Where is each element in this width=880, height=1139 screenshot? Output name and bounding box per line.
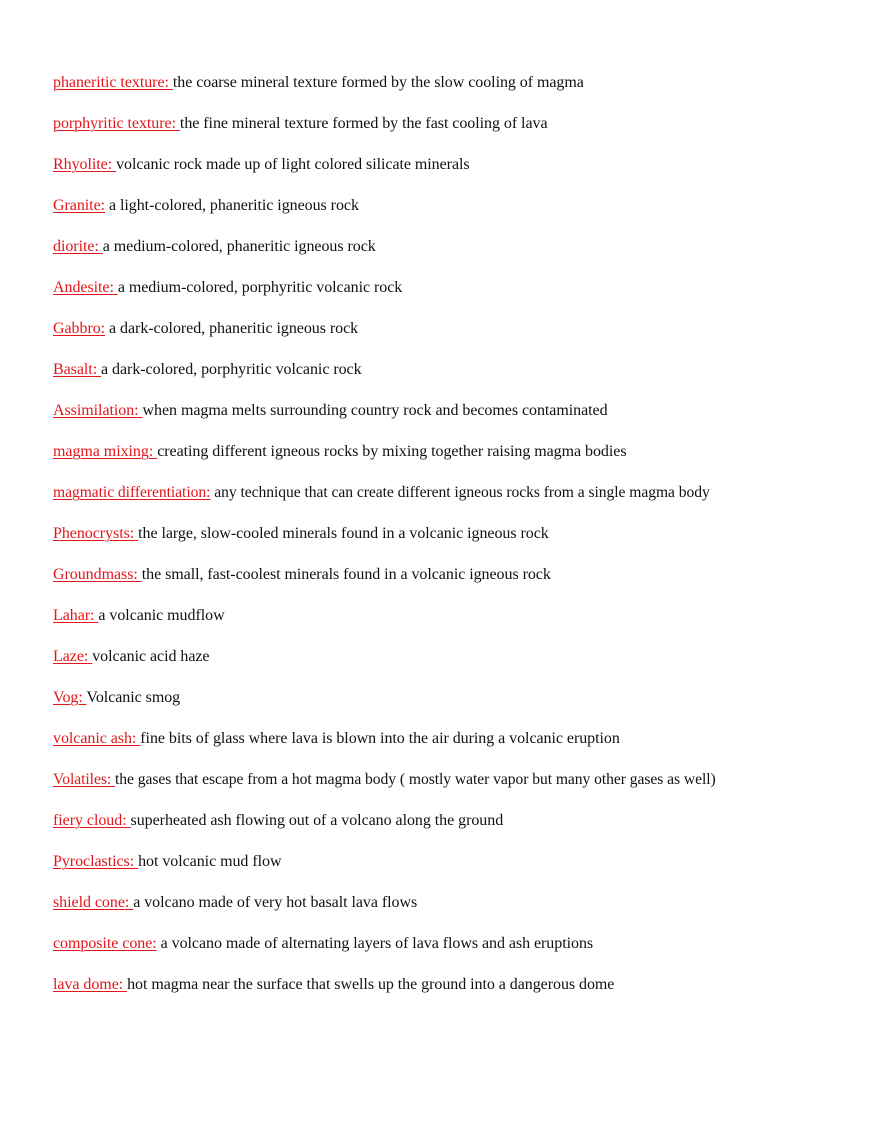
glossary-term: lava dome: bbox=[53, 976, 128, 993]
glossary-term: Groundmass: bbox=[53, 566, 142, 583]
glossary-entry-assimilation bbox=[53, 400, 853, 441]
glossary-term: volcanic ash: bbox=[53, 730, 141, 747]
glossary-term: Granite: bbox=[53, 197, 106, 214]
glossary-definition: hot magma near the surface that swells up the ground into a dangerous dome bbox=[127, 976, 615, 993]
glossary-term: Rhyolite: bbox=[53, 156, 117, 173]
glossary-definition: Volcanic smog bbox=[86, 689, 181, 706]
glossary-entry-lava-dome bbox=[53, 974, 853, 1015]
glossary-definition: hot volcanic mud flow bbox=[138, 853, 282, 870]
glossary-entry-porphyritic-texture bbox=[53, 113, 853, 154]
glossary-entry-phaneritic-texture bbox=[53, 72, 853, 113]
glossary-term: Vog: bbox=[53, 689, 87, 706]
glossary-definition: the fine mineral texture formed by the fast cooling of lava bbox=[179, 115, 548, 132]
glossary-entry-fiery-cloud bbox=[53, 810, 853, 851]
glossary-list bbox=[53, 72, 853, 1015]
glossary-definition: the gases that escape from a hot magma body ( mostly water vapor but many other gases as well) bbox=[114, 771, 716, 788]
glossary-definition: a volcanic mudflow bbox=[98, 607, 225, 624]
glossary-term: shield cone: bbox=[53, 894, 134, 911]
glossary-term: Phenocrysts: bbox=[53, 525, 139, 542]
glossary-definition: volcanic rock made up of light colored silicate minerals bbox=[116, 156, 470, 173]
glossary-definition: a medium-colored, porphyritic volcanic rock bbox=[117, 279, 403, 296]
glossary-term: Laze: bbox=[53, 648, 93, 665]
glossary-entry-magmatic-differentiation bbox=[53, 482, 853, 523]
glossary-definition: a volcano made of very hot basalt lava flows bbox=[133, 894, 418, 911]
glossary-entry-magma-mixing bbox=[53, 441, 853, 482]
glossary-entry-volcanic-ash bbox=[53, 728, 853, 769]
glossary-definition: a light-colored, phaneritic igneous rock bbox=[105, 197, 359, 214]
glossary-term: porphyritic texture: bbox=[53, 115, 180, 132]
glossary-term: Pyroclastics: bbox=[53, 853, 139, 870]
glossary-entry-gabbro bbox=[53, 318, 853, 359]
glossary-entry-volatiles bbox=[53, 769, 853, 810]
glossary-term: Gabbro: bbox=[53, 320, 106, 337]
glossary-term: diorite: bbox=[53, 238, 103, 255]
glossary-entry-diorite bbox=[53, 236, 853, 277]
glossary-definition: creating different igneous rocks by mixing together raising magma bodies bbox=[157, 443, 627, 460]
glossary-entry-phenocrysts bbox=[53, 523, 853, 564]
glossary-entry-laze bbox=[53, 646, 853, 687]
glossary-definition: a dark-colored, porphyritic volcanic rock bbox=[101, 361, 362, 378]
glossary-entry-shield-cone bbox=[53, 892, 853, 933]
glossary-entry-rhyolite bbox=[53, 154, 853, 195]
glossary-term: magmatic differentiation: bbox=[53, 484, 211, 501]
glossary-definition: volcanic acid haze bbox=[92, 648, 210, 665]
glossary-definition: a medium-colored, phaneritic igneous rock bbox=[102, 238, 376, 255]
glossary-definition: the coarse mineral texture formed by the slow cooling of magma bbox=[172, 74, 584, 91]
glossary-entry-granite bbox=[53, 195, 853, 236]
glossary-entry-vog bbox=[53, 687, 853, 728]
glossary-definition: the small, fast-coolest minerals found in a volcanic igneous rock bbox=[141, 566, 551, 583]
glossary-entry-groundmass bbox=[53, 564, 853, 605]
glossary-term: magma mixing: bbox=[53, 443, 158, 460]
glossary-definition: superheated ash flowing out of a volcano along the ground bbox=[130, 812, 504, 829]
glossary-definition: any technique that can create different igneous rocks from a single magma body bbox=[210, 484, 710, 501]
glossary-entry-pyroclastics bbox=[53, 851, 853, 892]
glossary-entry-basalt bbox=[53, 359, 853, 400]
glossary-entry-lahar bbox=[53, 605, 853, 646]
glossary-term: composite cone: bbox=[53, 935, 157, 952]
glossary-definition: a volcano made of alternating layers of lava flows and ash eruptions bbox=[156, 935, 594, 952]
glossary-term: phaneritic texture: bbox=[53, 74, 173, 91]
glossary-entry-composite-cone bbox=[53, 933, 853, 974]
glossary-definition: fine bits of glass where lava is blown into the air during a volcanic eruption bbox=[140, 730, 620, 747]
glossary-definition: a dark-colored, phaneritic igneous rock bbox=[105, 320, 359, 337]
glossary-term: Lahar: bbox=[53, 607, 99, 624]
glossary-definition: the large, slow-cooled minerals found in a volcanic igneous rock bbox=[138, 525, 549, 542]
glossary-term: Andesite: bbox=[53, 279, 118, 296]
glossary-definition: when magma melts surrounding country rock and becomes contaminated bbox=[142, 402, 608, 419]
glossary-term: Assimilation: bbox=[53, 402, 143, 419]
glossary-term: Basalt: bbox=[53, 361, 102, 378]
glossary-term: Volatiles: bbox=[53, 771, 115, 788]
glossary-entry-andesite bbox=[53, 277, 853, 318]
glossary-term: fiery cloud: bbox=[53, 812, 131, 829]
